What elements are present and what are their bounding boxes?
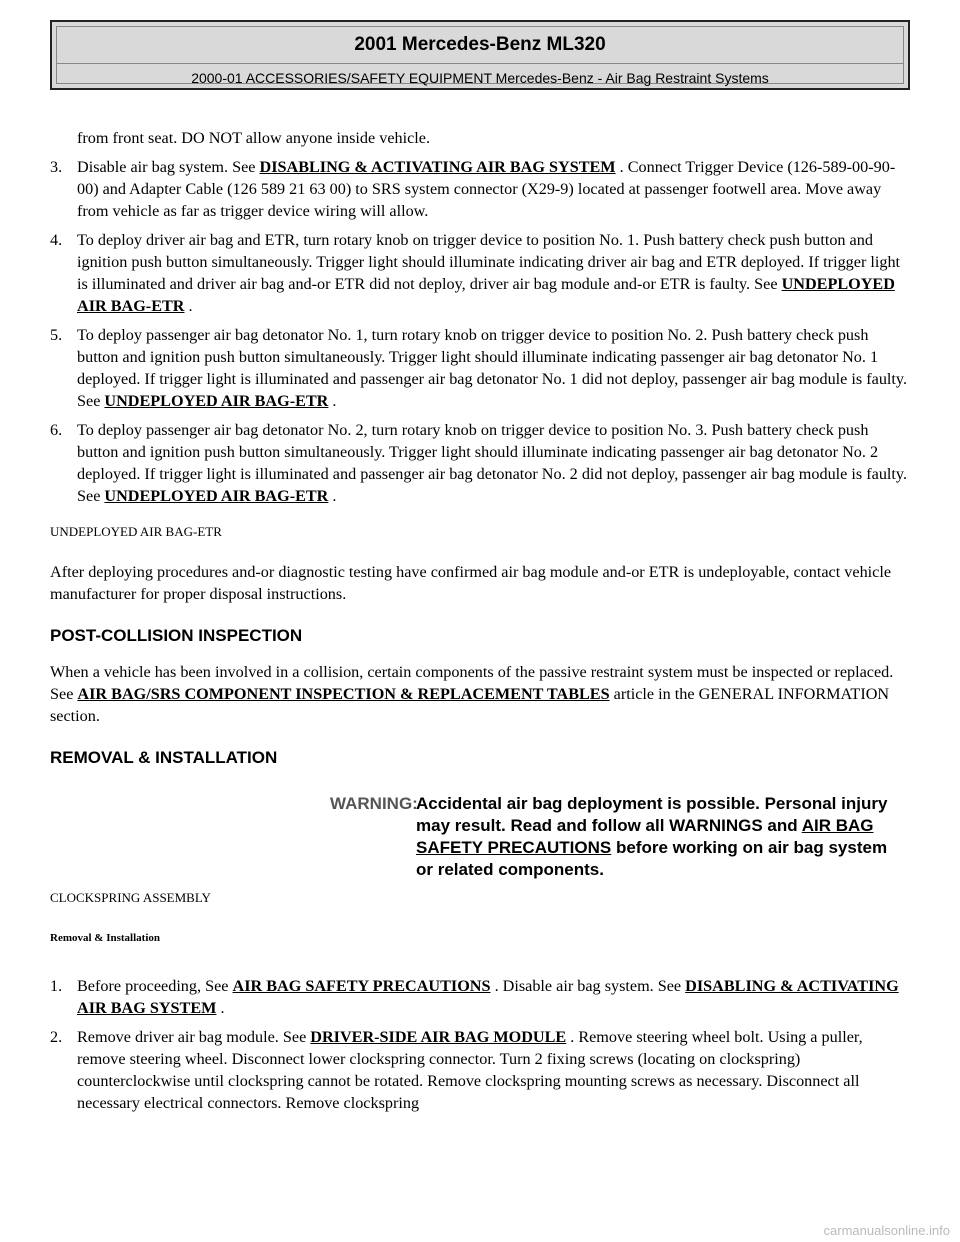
- removal-heading: REMOVAL & INSTALLATION: [50, 748, 278, 767]
- header-divider: [57, 63, 903, 64]
- step-text: Disable air bag system. See: [77, 158, 260, 176]
- link-component-tables[interactable]: AIR BAG/SRS COMPONENT INSPECTION & REPLACEMENT TABLES: [77, 685, 610, 703]
- post-collision-heading: POST-COLLISION INSPECTION: [50, 626, 303, 645]
- post-collision-text: [50, 661, 910, 727]
- clockspring-heading: CLOCKSPRING ASSEMBLY: [50, 890, 211, 905]
- list-item: [50, 975, 910, 1019]
- step-number: 4.: [50, 231, 63, 249]
- list-item: [50, 156, 910, 222]
- step-text: To deploy passenger air bag detonator No. 2, turn rotary knob on trigger device to position No. 3. Push battery check push button and ignition push button simultaneously. Trigger light should illuminate indicating passenger air bag detonator No. 2 deployed. If trigger light is illuminated and passenger air bag detonator No. 2 did not deploy, passenger air bag module is faulty. See: [77, 421, 907, 505]
- header-subtitle: 2000-01 ACCESSORIES/SAFETY EQUIPMENT Mercedes-Benz - Air Bag Restraint Systems: [191, 70, 769, 86]
- link-undeployed-air-bag[interactable]: UNDEPLOYED AIR BAG-ETR: [104, 392, 329, 410]
- post-collision-pre: When a vehicle has been involved in a collision, certain components of the passive restraint system must be inspected or replaced. See: [50, 663, 894, 703]
- step-text: Before proceeding, See: [77, 977, 233, 995]
- site-watermark: carmanualsonline.info: [823, 1223, 950, 1238]
- list-item: [50, 1026, 910, 1114]
- undeployed-text: After deploying procedures and-or diagnostic testing have confirmed air bag module and-or ETR is undeployable, contact vehicle manufacturer for proper disposal instructions.: [50, 563, 892, 603]
- header-title: 2001 Mercedes-Benz ML320: [354, 34, 606, 55]
- step-number: 6.: [50, 421, 63, 439]
- deploy-steps: [50, 156, 910, 507]
- step-text: To deploy driver air bag and ETR, turn rotary knob on trigger device to position No. 1. Push battery check push button and ignition push button simultaneously. Trigger light should illuminate indicating driver air bag and ETR deployed. If trigger light is illuminated and driver air bag and-or ETR did not deploy, driver air bag module and-or ETR is faulty. See: [77, 231, 901, 293]
- list-item: [50, 229, 910, 317]
- warning-text: [416, 793, 906, 881]
- step-number: 1.: [50, 977, 63, 995]
- step-text: .: [216, 999, 225, 1017]
- link-safety-precautions[interactable]: AIR BAG SAFETY PRECAUTIONS: [232, 977, 491, 995]
- step-text: . Connect Trigger Device (126-589-00-90-00) and Adapter Cable (126 589 21 63 00) to SRS system connector (X29-9) located at passenger footwell area. Move away from vehicle as far as trigger device wiring will allow.: [77, 158, 896, 220]
- step-number: 3.: [50, 158, 63, 176]
- intro-text: from front seat. DO NOT allow anyone inside vehicle.: [77, 129, 431, 147]
- link-driver-side-module[interactable]: DRIVER-SIDE AIR BAG MODULE: [310, 1028, 567, 1046]
- step-number: 5.: [50, 326, 63, 344]
- clockspring-steps: [50, 975, 910, 1114]
- warning-post: before working on air bag system or related components.: [416, 838, 888, 879]
- step-text: .: [328, 487, 337, 505]
- warning-label: WARNING:: [330, 794, 418, 813]
- step-text: . Remove steering wheel bolt. Using a puller, remove steering wheel. Disconnect lower clockspring connector. Turn 2 fixing screws (locating on clockspring) counterclockwise until clockspring cannot be rotated. Remove clockspring mounting screws as necessary. Disconnect all necessary electrical connectors. Remove clockspring: [77, 1028, 863, 1112]
- step-text: .: [328, 392, 337, 410]
- post-collision-post: article in the GENERAL INFORMATION section.: [50, 685, 890, 725]
- link-undeployed-air-bag[interactable]: UNDEPLOYED AIR BAG-ETR: [77, 275, 895, 315]
- list-item: [50, 324, 910, 412]
- list-item: [50, 419, 910, 507]
- step-text: To deploy passenger air bag detonator No. 1, turn rotary knob on trigger device to position No. 2. Push battery check push button and ignition push button simultaneously. Trigger light should illuminate indicating passenger air bag detonator No. 1 deployed. If trigger light is illuminated and passenger air bag detonator No. 1 did not deploy, passenger air bag module is faulty. See: [77, 326, 907, 410]
- link-disabling-activating[interactable]: DISABLING & ACTIVATING AIR BAG SYSTEM: [77, 977, 899, 1017]
- link-disabling-activating[interactable]: DISABLING & ACTIVATING AIR BAG SYSTEM: [259, 158, 616, 176]
- step-number: 2.: [50, 1028, 63, 1046]
- header-frame: [56, 26, 904, 84]
- undeployed-heading: UNDEPLOYED AIR BAG-ETR: [50, 524, 222, 539]
- link-undeployed-air-bag[interactable]: UNDEPLOYED AIR BAG-ETR: [104, 487, 329, 505]
- warning-box: [50, 793, 910, 879]
- step-text: Remove driver air bag module. See: [77, 1028, 311, 1046]
- page-header: [50, 20, 910, 90]
- link-safety-precautions[interactable]: AIR BAG SAFETY PRECAUTIONS: [416, 816, 874, 857]
- step-text: . Disable air bag system. See: [490, 977, 686, 995]
- clockspring-subheading: Removal & Installation: [50, 932, 160, 944]
- warning-pre: Accidental air bag deployment is possible. Personal injury may result. Read and follow all WARNINGS and: [416, 794, 888, 835]
- step-text: .: [184, 297, 193, 315]
- document-body: [50, 127, 910, 1121]
